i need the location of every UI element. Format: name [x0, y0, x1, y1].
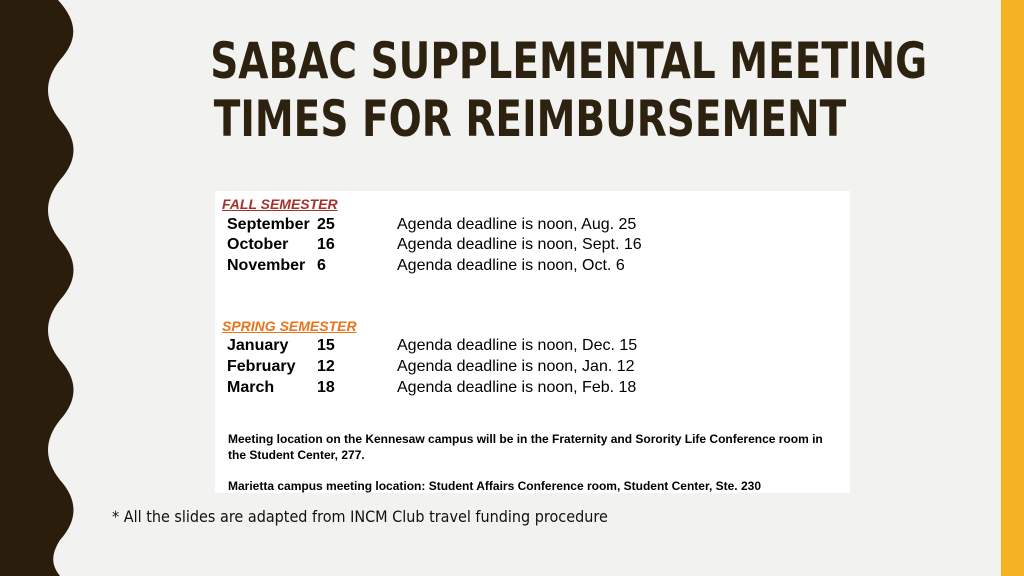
agenda-deadline: Agenda deadline is noon, Dec. 15	[397, 337, 638, 354]
schedule-row	[227, 257, 625, 275]
agenda-deadline: Agenda deadline is noon, Sept. 16	[397, 236, 642, 253]
schedule-row	[227, 379, 637, 397]
agenda-deadline: Agenda deadline is noon, Oct. 6	[397, 257, 625, 274]
schedule-panel	[215, 191, 850, 493]
slide-title	[210, 32, 928, 148]
meeting-day: 25	[317, 216, 335, 233]
right-accent-bar	[1001, 0, 1024, 576]
schedule-row	[227, 216, 637, 234]
meeting-month: October	[227, 236, 289, 253]
meeting-month: February	[227, 358, 296, 375]
schedule-row	[227, 236, 642, 254]
meeting-month: January	[227, 337, 289, 354]
kennesaw-location-note: Meeting location on the Kennesaw campus will be in the Fraternity and Sorority Life Conference room in the Student Center, 277.	[228, 432, 823, 462]
fall-semester-heading: FALL SEMESTER	[222, 196, 338, 212]
meeting-day: 16	[317, 236, 335, 253]
agenda-deadline: Agenda deadline is noon, Jan. 12	[397, 358, 635, 375]
meeting-day: 18	[317, 379, 335, 396]
left-wave-band	[0, 0, 80, 576]
title-line-2: TIMES FOR REIMBURSEMENT	[213, 90, 847, 148]
meeting-month: September	[227, 216, 310, 233]
meeting-day: 15	[317, 337, 335, 354]
agenda-deadline: Agenda deadline is noon, Feb. 18	[397, 379, 637, 396]
footnote: * All the slides are adapted from INCM Club travel funding procedure	[112, 507, 608, 526]
title-line-1: SABAC SUPPLEMENTAL MEETING	[210, 32, 928, 90]
schedule-row	[227, 358, 635, 376]
meeting-day: 12	[317, 358, 335, 375]
meeting-month: November	[227, 257, 306, 274]
meeting-day: 6	[317, 257, 326, 274]
agenda-deadline: Agenda deadline is noon, Aug. 25	[397, 216, 637, 233]
meeting-month: March	[227, 379, 275, 396]
schedule-row	[227, 337, 638, 355]
spring-semester-heading: SPRING SEMESTER	[222, 318, 357, 334]
marietta-location-note: Marietta campus meeting location: Student Affairs Conference room, Student Center, Ste. 230	[228, 479, 761, 493]
